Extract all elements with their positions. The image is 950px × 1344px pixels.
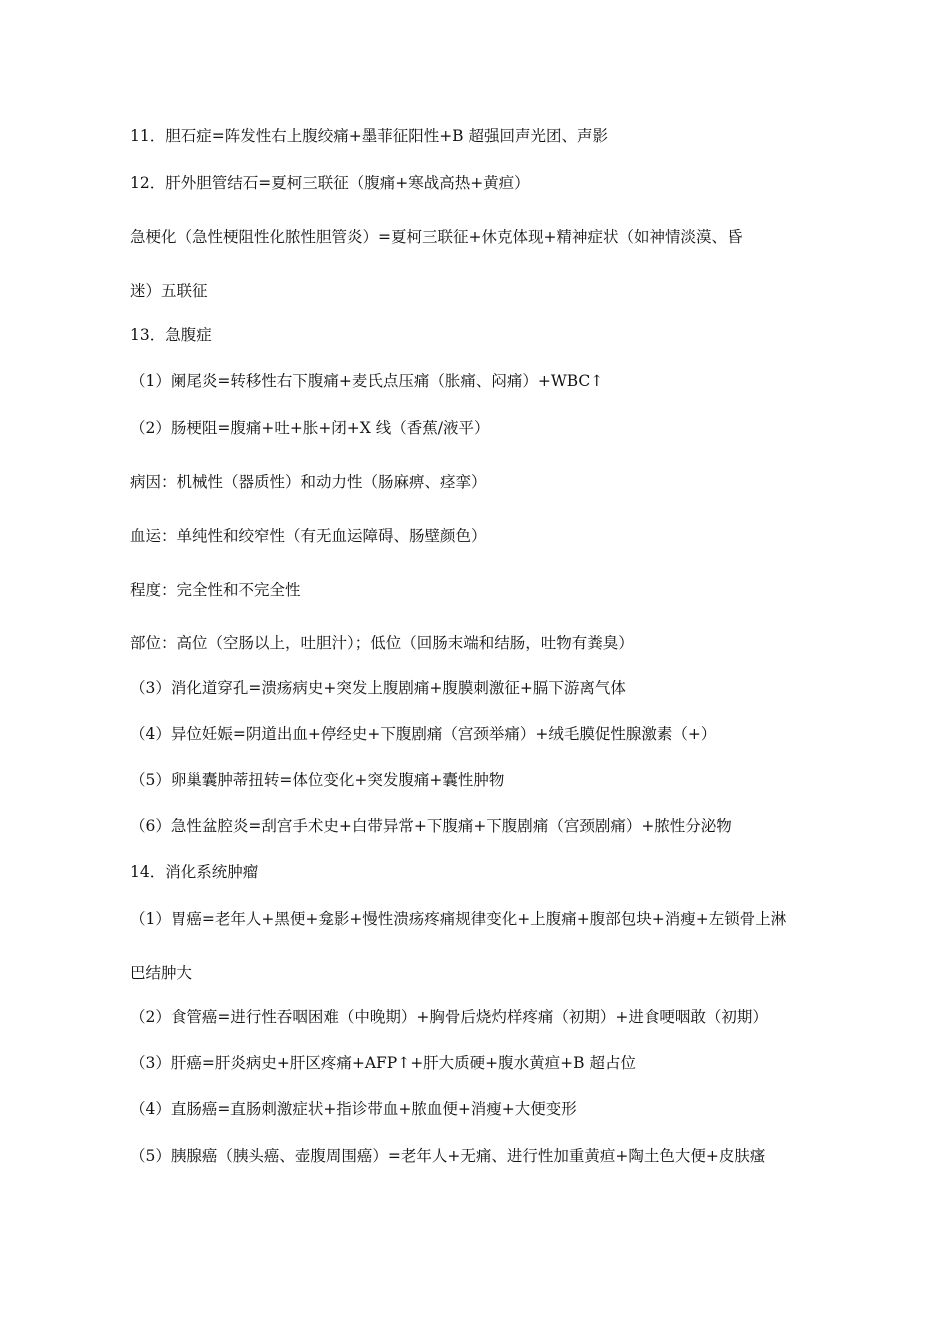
text-line-item-14-heading: 14．消化系统肿瘤 — [130, 863, 259, 881]
text-line-location: 部位：高位（空肠以上，吐胆汁）；低位（回肠末端和结肠，吐物有粪臭） — [130, 634, 634, 652]
text-line-gastric-cancer-cont: 巴结肿大 — [130, 964, 193, 982]
text-line-item-13-heading: 13．急腹症 — [130, 326, 212, 344]
text-line-gastric-cancer: （1）胃癌=老年人+黑便+龛影+慢性溃疡疼痛规律变化+上腹痛+腹部包块+消瘦+左锁骨上淋 — [130, 910, 787, 928]
text-line-appendicitis: （1）阑尾炎=转移性右下腹痛+麦氏点压痛（胀痛、闷痛）+WBC↑ — [130, 372, 604, 390]
text-line-item-11: 11．胆石症=阵发性右上腹绞痛+墨菲征阳性+B 超强回声光团、声影 — [130, 127, 609, 145]
text-line-degree: 程度：完全性和不完全性 — [130, 581, 301, 599]
text-line-acute-cholangitis: 急梗化（急性梗阻性化脓性胆管炎）=夏柯三联征+休克体现+精神症状（如神情淡漠、昏 — [130, 228, 743, 246]
text-line-acute-cholangitis-cont: 迷）五联征 — [130, 282, 208, 300]
text-line-perforation: （3）消化道穿孔=溃疡病史+突发上腹剧痛+腹膜刺激征+膈下游离气体 — [130, 679, 626, 697]
text-line-intestinal-obstruction: （2）肠梗阻=腹痛+吐+胀+闭+X 线（香蕉/液平） — [130, 419, 490, 437]
text-line-pancreatic-cancer: （5）胰腺癌（胰头癌、壶腹周围癌）=老年人+无痛、进行性加重黄疸+陶土色大便+皮肤瘙 — [130, 1147, 766, 1165]
text-line-esophageal-cancer: （2）食管癌=进行性吞咽困难（中晚期）+胸骨后烧灼样疼痛（初期）+进食哽咽敢（初期） — [130, 1008, 768, 1026]
text-line-blood-supply: 血运：单纯性和绞窄性（有无血运障碍、肠壁颜色） — [130, 527, 487, 545]
text-line-liver-cancer: （3）肝癌=肝炎病史+肝区疼痛+AFP↑+肝大质硬+腹水黄疸+B 超占位 — [130, 1054, 636, 1072]
text-line-ovarian-torsion: （5）卵巢囊肿蒂扭转=体位变化+突发腹痛+囊性肿物 — [130, 771, 505, 789]
text-line-item-12: 12．肝外胆管结石=夏柯三联征（腹痛+寒战高热+黄疸） — [130, 174, 530, 192]
text-line-pelvic-inflammation: （6）急性盆腔炎=刮宫手术史+白带异常+下腹痛+下腹剧痛（宫颈剧痛）+脓性分泌物 — [130, 817, 732, 835]
text-line-rectal-cancer: （4）直肠癌=直肠刺激症状+指诊带血+脓血便+消瘦+大便变形 — [130, 1100, 577, 1118]
text-line-ectopic-pregnancy: （4）异位妊娠=阴道出血+停经史+下腹剧痛（宫颈举痛）+绒毛膜促性腺激素（+） — [130, 725, 717, 743]
text-line-etiology: 病因：机械性（器质性）和动力性（肠麻痹、痉挛） — [130, 473, 487, 491]
